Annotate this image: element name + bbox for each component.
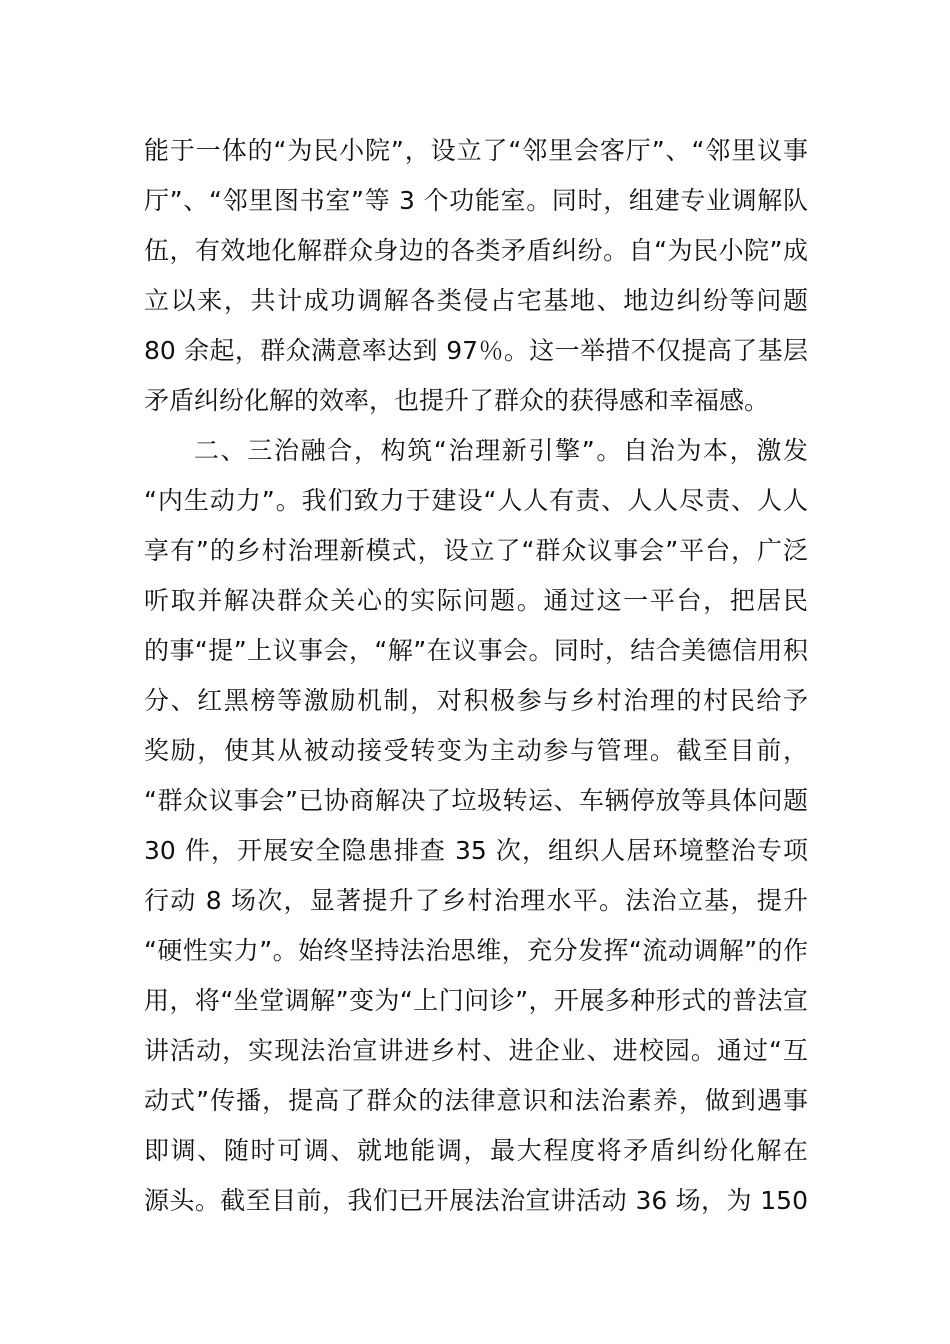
text-line: 二、三治融合，构筑“治理新引擎”。自治为本，激发 <box>194 436 808 465</box>
text-line: 厅”、“邻里图书室”等 3 个功能室。同时，组建专业调解队 <box>144 186 808 215</box>
text-line: 听取并解决群众关心的实际问题。通过这一平台，把居民 <box>144 586 808 615</box>
text-line: 的事“提”上议事会，“解”在议事会。同时，结合美德信用积 <box>144 636 808 665</box>
text-line: 立以来，共计成功调解各类侵占宅基地、地边纠纷等问题 <box>144 286 808 315</box>
text-line: 用，将“坐堂调解”变为“上门问诊”，开展多种形式的普法宣 <box>144 986 808 1015</box>
text-line: 源头。截至目前，我们已开展法治宣讲活动 36 场，为 150 <box>144 1186 808 1215</box>
text-line: 即调、随时可调、就地能调，最大程度将矛盾纠纷化解在 <box>144 1136 808 1165</box>
text-line: 行动 8 场次，显著提升了乡村治理水平。法治立基，提升 <box>144 886 808 915</box>
text-line: “硬性实力”。始终坚持法治思维，充分发挥“流动调解”的作 <box>144 936 808 965</box>
text-line: 享有”的乡村治理新模式，设立了“群众议事会”平台，广泛 <box>144 536 808 565</box>
text-line: 30 件，开展安全隐患排查 35 次，组织人居环境整治专项 <box>144 836 808 865</box>
text-line: 动式”传播，提高了群众的法律意识和法治素养，做到遇事 <box>144 1086 808 1115</box>
text-line: 伍，有效地化解群众身边的各类矛盾纠纷。自“为民小院”成 <box>144 236 808 265</box>
text-line: 80 余起，群众满意率达到 97％。这一举措不仅提高了基层 <box>144 336 808 365</box>
text-line: 奖励，使其从被动接受转变为主动参与管理。截至目前， <box>144 736 808 765</box>
text-line: 分、红黑榜等激励机制，对积极参与乡村治理的村民给予 <box>144 686 808 715</box>
text-line: 矛盾纠纷化解的效率，也提升了群众的获得感和幸福感。 <box>144 386 770 415</box>
text-line: “内生动力”。我们致力于建设“人人有责、人人尽责、人人 <box>144 486 808 515</box>
text-line: 讲活动，实现法治宣讲进乡村、进企业、进校园。通过“互 <box>144 1036 808 1065</box>
text-line: “群众议事会”已协商解决了垃圾转运、车辆停放等具体问题 <box>144 786 808 815</box>
document-body <box>144 126 808 1226</box>
text-line: 能于一体的“为民小院”，设立了“邻里会客厅”、“邻里议事 <box>144 136 808 165</box>
